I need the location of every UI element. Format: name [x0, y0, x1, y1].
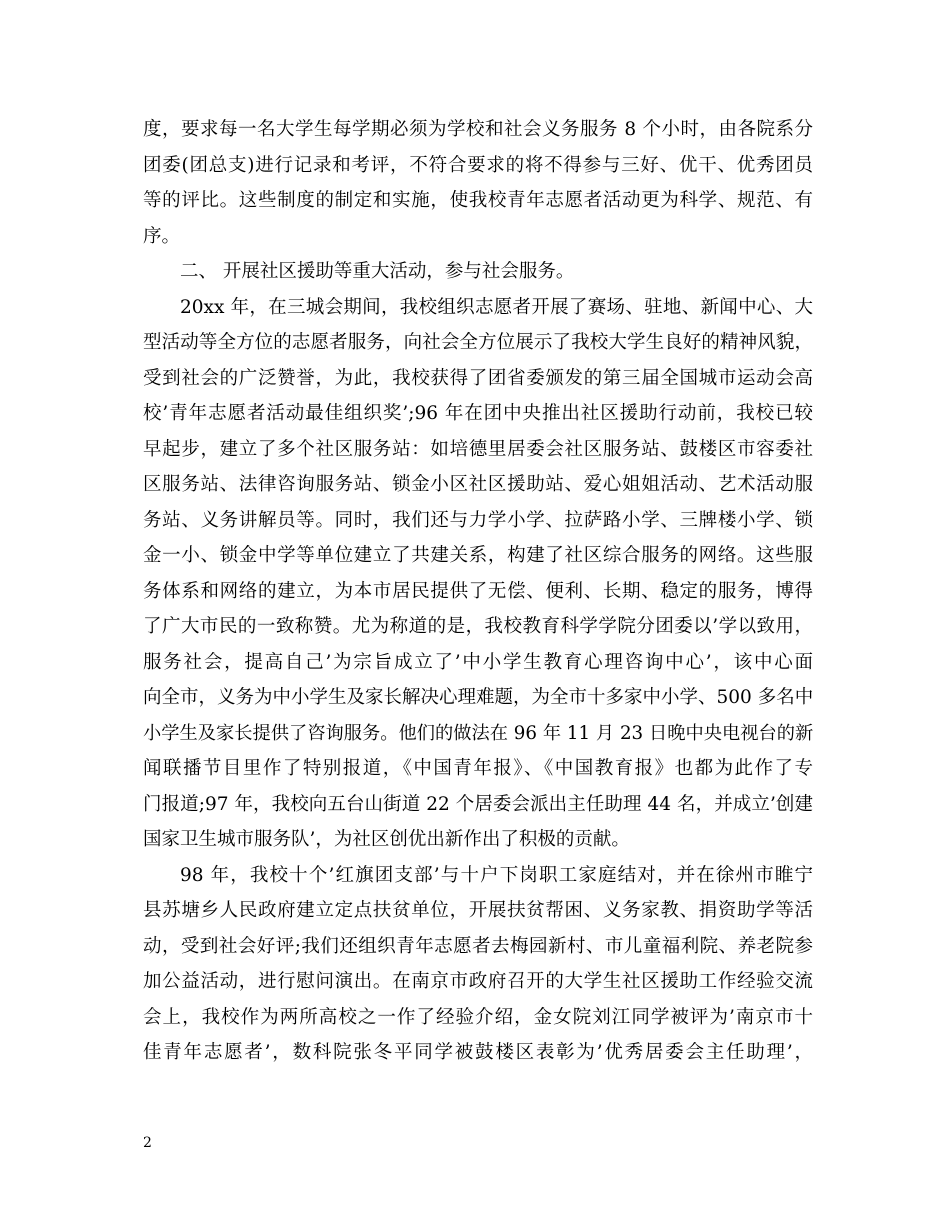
text-line: 了广大市民的一致称赞。尤为称道的是，我校教育科学学院分团委以’学以致用， [143, 616, 813, 637]
text-line: 20xx 年，在三城会期间，我校组织志愿者开展了赛场、驻地、新闻中心、大 [180, 296, 813, 318]
text-line: 务站、义务讲解员等。同时，我们还与力学小学、拉萨路小学、三牌楼小学、锁 [143, 509, 813, 531]
text-line: 服务社会，提高自己’为宗旨成立了’中小学生教育心理咨询中心’，该中心面 [143, 651, 813, 673]
text-line: 门报道;97 年，我校向五台山街道 22 个居委会派出主任助理 44 名，并成立’创建 [143, 793, 813, 815]
text-line: 受到社会的广泛赞誉，为此，我校获得了团省委颁发的第三届全国城市运动会高 [143, 367, 813, 389]
text-line: 加公益活动，进行慰问演出。在南京市政府召开的大学生社区援助工作经验交流 [143, 971, 813, 992]
text-line: 区服务站、法律咨询服务站、锁金小区社区援助站、爱心姐姐活动、艺术活动服 [143, 474, 813, 495]
text-line: 校’青年志愿者活动最佳组织奖’;96 年在团中央推出社区援助行动前，我校已较 [143, 403, 813, 424]
text-line: 型活动等全方位的志愿者服务，向社会全方位展示了我校大学生良好的精神风貌， [143, 332, 813, 353]
text-line: 向全市，义务为中小学生及家长解决心理难题，为全市十多家中小学、500 多名中 [143, 687, 814, 708]
text-line: 等的评比。这些制度的制定和实施，使我校青年志愿者活动更为科学、规范、有 [143, 190, 813, 211]
text-line: 佳青年志愿者’，数科院张冬平同学被鼓楼区表彰为’优秀居委会主任助理’， [143, 1042, 813, 1063]
text-line: 序。 [143, 225, 181, 247]
page-number: 2 [143, 1135, 152, 1151]
text-line: 闻联播节目里作了特别报道，《中国青年报》、《中国教育报》也都为此作了专 [143, 758, 813, 779]
text-line: 度，要求每一名大学生每学期必须为学校和社会义务服务 8 个小时，由各院系分 [143, 119, 813, 140]
text-line: 务体系和网络的建立，为本市居民提供了无偿、便利、长期、稳定的服务，博得 [143, 580, 813, 602]
text-line: 金一小、锁金中学等单位建立了共建关系，构建了社区综合服务的网络。这些服 [143, 545, 813, 566]
text-line: 会上，我校作为两所高校之一作了经验介绍，金女院刘江同学被评为’南京市十 [143, 1006, 813, 1028]
body-text [143, 112, 813, 1071]
text-line: 动，受到社会好评;我们还组织青年志愿者去梅园新村、市儿童福利院、养老院参 [143, 935, 813, 957]
text-line: 县苏塘乡人民政府建立定点扶贫单位，开展扶贫帮困、义务家教、捐资助学等活 [143, 900, 813, 921]
text-line: 小学生及家长提供了咨询服务。他们的做法在 96 年 11 月 23 日晚中央电视台的新 [143, 722, 814, 744]
text-line: 早起步，建立了多个社区服务站：如培德里居委会社区服务站、鼓楼区市容委社 [143, 438, 813, 460]
text-line: 98 年，我校十个’红旗团支部’与十户下岗职工家庭结对，并在徐州市睢宁 [180, 864, 813, 886]
text-line: 国家卫生城市服务队’，为社区创优出新作出了积极的贡献。 [143, 829, 630, 850]
text-line: 二、 开展社区援助等重大活动，参与社会服务。 [180, 261, 575, 282]
text-line: 团委(团总支)进行记录和考评，不符合要求的将不得参与三好、优干、优秀团员 [143, 154, 813, 176]
